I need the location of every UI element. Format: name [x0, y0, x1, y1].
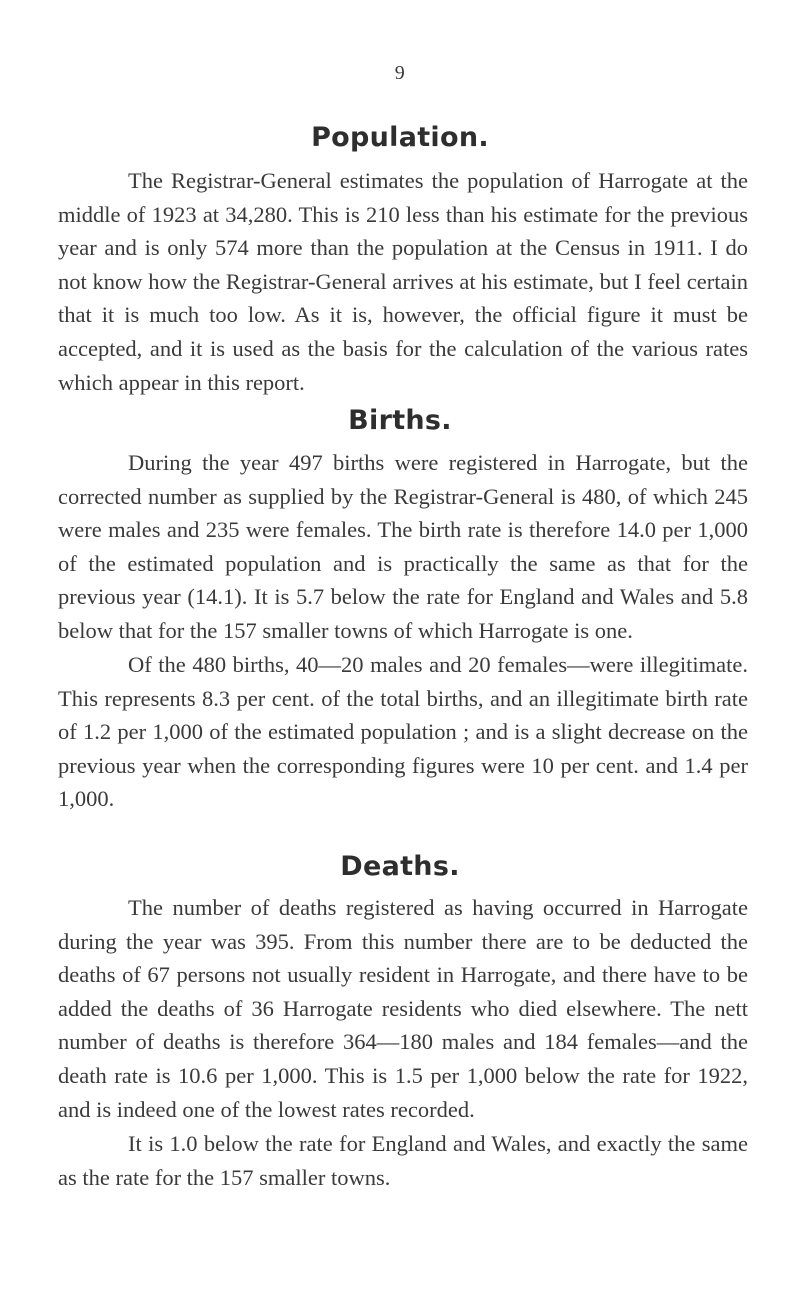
- population-paragraph: The Registrar-General estimates the population of Harrogate at the middle of 1923 at 34,280. This is 210 less than his estimate for the previous year and is only 574 more than the population at the Census in 1911. I do not know how the Registrar-General arrives at his estimate, but I feel certain that it is much too low. As it is, however, the official figure it must be accepted, and it is used as the basis for the calculation of the various rates which appear in this report.: [58, 168, 748, 395]
- births-paragraph-1: During the year 497 births were registered in Harrogate, but the corrected number as supplied by the Registrar-General is 480, of which 245 were males and 235 were females. The birth rate is therefore 14.0 per 1,000 of the estimated population and is practically the same as that for the previous year (14.1). It is 5.7 below the rate for England and Wales and 5.8 below that for the 157 smaller towns of which Harrogate is one.: [58, 450, 748, 643]
- population-heading: Population.: [311, 122, 489, 153]
- deaths-paragraph-2: It is 1.0 below the rate for England and Wales, and exactly the same as the rate for the 157 smaller towns.: [58, 1131, 748, 1190]
- deaths-paragraph-1: The number of deaths registered as having occurred in Harrogate during the year was 395. From this number there are to be deducted the deaths of 67 persons not usually resident in Harrogate, and there have to be added the deaths of 36 Harrogate residents who died elsewhere. The nett number of deaths is therefore 364—180 males and 184 females—and the death rate is 10.6 per 1,000. This is 1.5 per 1,000 below the rate for 1922, and is indeed one of the lowest rates recorded.: [58, 895, 748, 1122]
- deaths-heading: Deaths.: [340, 851, 460, 882]
- births-heading: Births.: [348, 405, 452, 436]
- births-paragraph-2: Of the 480 births, 40—20 males and 20 females—were illegitimate. This represents 8.3 per cent. of the total births, and an illegitimate birth rate of 1.2 per 1,000 of the estimated population ; and is a slight decrease on the previous year when the corresponding figures were 10 per cent. and 1.4 per 1,000.: [58, 652, 748, 812]
- page-number: 9: [394, 62, 406, 84]
